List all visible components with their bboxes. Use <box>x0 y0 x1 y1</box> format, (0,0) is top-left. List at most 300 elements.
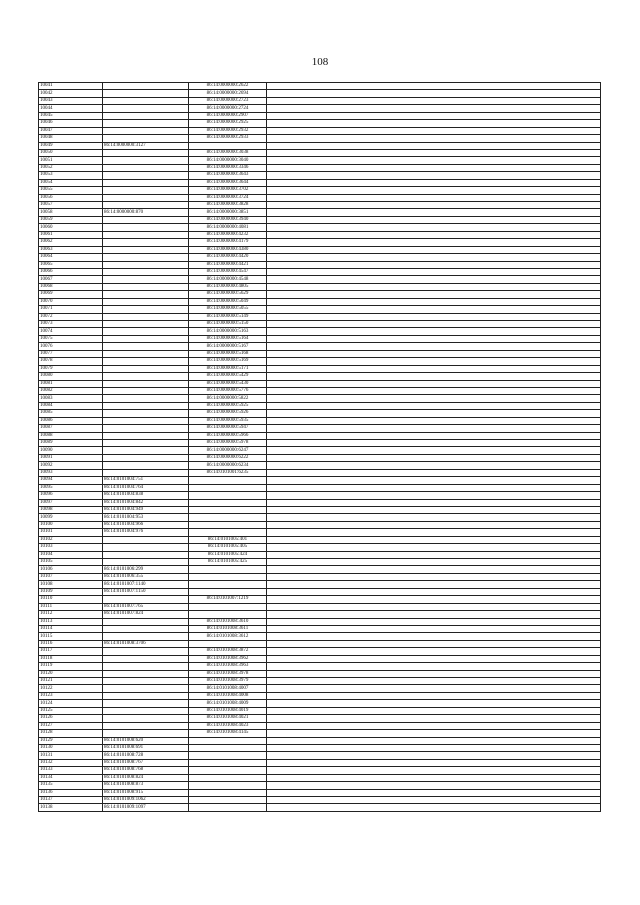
table-row <box>39 373 601 380</box>
address-cell <box>267 484 601 491</box>
address-cell <box>267 83 601 90</box>
address-cell <box>267 752 601 759</box>
cadastral-number-a-cell: 86:14:0101008:767 <box>103 759 189 766</box>
row-number-cell: 10095 <box>39 484 103 491</box>
table-row <box>39 744 601 751</box>
row-number-cell: 10051 <box>39 157 103 164</box>
address-cell <box>267 692 601 699</box>
cadastral-number-a-cell <box>103 692 189 699</box>
row-number-cell: 10082 <box>39 387 103 394</box>
cadastral-number-a-cell <box>103 187 189 194</box>
row-number-cell: 10046 <box>39 120 103 127</box>
table-row <box>39 83 601 90</box>
cadastral-number-a-cell: 86:14:0101007:824 <box>103 611 189 618</box>
cadastral-number-a-cell: 86:14:0101007:765 <box>103 603 189 610</box>
cadastral-number-a-cell <box>103 536 189 543</box>
address-cell <box>267 678 601 685</box>
cadastral-number-b-cell: 86:14:0101008:4008 <box>189 692 267 699</box>
table-row <box>39 298 601 305</box>
cadastral-number-a-cell <box>103 172 189 179</box>
row-number-cell: 10068 <box>39 283 103 290</box>
address-cell <box>267 529 601 536</box>
table-row <box>39 402 601 409</box>
cadastral-number-a-cell <box>103 373 189 380</box>
cadastral-number-b-cell: 86:14:0000000:4547 <box>189 268 267 275</box>
address-cell <box>267 90 601 97</box>
address-cell <box>267 135 601 142</box>
cadastral-number-a-cell: 86:14:0101004:751 <box>103 477 189 484</box>
row-number-cell: 10105 <box>39 559 103 566</box>
row-number-cell: 10101 <box>39 529 103 536</box>
table-row <box>39 142 601 149</box>
row-number-cell: 10132 <box>39 759 103 766</box>
table-row <box>39 730 601 737</box>
cadastral-number-a-cell <box>103 246 189 253</box>
table-row <box>39 127 601 134</box>
row-number-cell: 10058 <box>39 209 103 216</box>
cadastral-number-a-cell: 86:14:0101008:915 <box>103 789 189 796</box>
row-number-cell: 10070 <box>39 298 103 305</box>
row-number-cell: 10044 <box>39 105 103 112</box>
address-cell <box>267 298 601 305</box>
cadastral-number-a-cell <box>103 105 189 112</box>
cadastral-number-a-cell <box>103 291 189 298</box>
address-cell <box>267 120 601 127</box>
cadastral-number-b-cell <box>189 581 267 588</box>
row-number-cell: 10047 <box>39 127 103 134</box>
address-cell <box>267 276 601 283</box>
row-number-cell: 10129 <box>39 737 103 744</box>
row-number-cell: 10097 <box>39 499 103 506</box>
table-row <box>39 231 601 238</box>
table-row <box>39 804 601 811</box>
cadastral-number-a-cell <box>103 120 189 127</box>
cadastral-number-b-cell: 86:14:0000000:3644 <box>189 179 267 186</box>
row-number-cell: 10094 <box>39 477 103 484</box>
table-row <box>39 566 601 573</box>
table-row <box>39 179 601 186</box>
cadastral-number-b-cell: 86:14:0000000:4421 <box>189 261 267 268</box>
table-row <box>39 670 601 677</box>
cadastral-number-a-cell <box>103 149 189 156</box>
cadastral-number-a-cell: 86:14:0101008:768 <box>103 767 189 774</box>
cadastral-number-a-cell <box>103 358 189 365</box>
address-cell <box>267 588 601 595</box>
address-cell <box>267 187 601 194</box>
table-row <box>39 722 601 729</box>
cadastral-number-b-cell: 86:14:0000000:5978 <box>189 440 267 447</box>
cadastral-number-a-cell <box>103 343 189 350</box>
address-cell <box>267 112 601 119</box>
table-row <box>39 611 601 618</box>
cadastral-number-b-cell: 86:14:0000000:5822 <box>189 395 267 402</box>
cadastral-number-b-cell: 86:14:0101008:4007 <box>189 685 267 692</box>
address-cell <box>267 759 601 766</box>
cadastral-number-a-cell: 86:14:0101006:299 <box>103 566 189 573</box>
address-cell <box>267 283 601 290</box>
address-cell <box>267 239 601 246</box>
address-cell <box>267 432 601 439</box>
cadastral-number-b-cell: 86:14:0000000:5149 <box>189 313 267 320</box>
table-row <box>39 492 601 499</box>
address-cell <box>267 648 601 655</box>
cadastral-number-a-cell <box>103 425 189 432</box>
table-row <box>39 581 601 588</box>
cadastral-number-b-cell <box>189 804 267 811</box>
cadastral-number-a-cell <box>103 179 189 186</box>
register-table <box>38 82 601 812</box>
row-number-cell: 10067 <box>39 276 103 283</box>
cadastral-number-a-cell <box>103 254 189 261</box>
table-row <box>39 499 601 506</box>
address-cell <box>267 254 601 261</box>
cadastral-number-b-cell: 86:14:0000000:2932 <box>189 127 267 134</box>
cadastral-number-a-cell: 86:14:0000000:870 <box>103 209 189 216</box>
cadastral-number-b-cell: 86:14:0101005:405 <box>189 544 267 551</box>
cadastral-number-b-cell <box>189 744 267 751</box>
cadastral-number-b-cell <box>189 521 267 528</box>
cadastral-number-a-cell <box>103 715 189 722</box>
row-number-cell: 10060 <box>39 224 103 231</box>
cadastral-number-a-cell <box>103 730 189 737</box>
table-row <box>39 216 601 223</box>
cadastral-number-a-cell <box>103 321 189 328</box>
table-row <box>39 789 601 796</box>
table-row <box>39 715 601 722</box>
cadastral-number-a-cell <box>103 685 189 692</box>
cadastral-number-a-cell <box>103 440 189 447</box>
row-number-cell: 10077 <box>39 350 103 357</box>
cadastral-number-a-cell <box>103 633 189 640</box>
cadastral-number-b-cell: 86:14:0000000:3702 <box>189 187 267 194</box>
address-cell <box>267 737 601 744</box>
row-number-cell: 10086 <box>39 417 103 424</box>
address-cell <box>267 142 601 149</box>
cadastral-number-a-cell <box>103 239 189 246</box>
cadastral-number-a-cell <box>103 417 189 424</box>
address-cell <box>267 521 601 528</box>
row-number-cell: 10057 <box>39 202 103 209</box>
address-cell <box>267 462 601 469</box>
cadastral-number-b-cell <box>189 566 267 573</box>
address-cell <box>267 707 601 714</box>
row-number-cell: 10061 <box>39 231 103 238</box>
table-row <box>39 172 601 179</box>
cadastral-number-b-cell: 86:14:0000000:5947 <box>189 425 267 432</box>
address-cell <box>267 224 601 231</box>
address-cell <box>267 559 601 566</box>
row-number-cell: 10130 <box>39 744 103 751</box>
address-cell <box>267 625 601 632</box>
table-row <box>39 328 601 335</box>
address-cell <box>267 685 601 692</box>
table-row <box>39 462 601 469</box>
cadastral-number-b-cell: 86:14:0101008:3872 <box>189 648 267 655</box>
row-number-cell: 10096 <box>39 492 103 499</box>
cadastral-number-b-cell: 86:14:0101008:3611 <box>189 625 267 632</box>
table-row <box>39 655 601 662</box>
row-number-cell: 10049 <box>39 142 103 149</box>
row-number-cell: 10071 <box>39 306 103 313</box>
cadastral-number-b-cell <box>189 797 267 804</box>
table-row <box>39 90 601 97</box>
row-number-cell: 10089 <box>39 440 103 447</box>
table-row <box>39 469 601 476</box>
row-number-cell: 10081 <box>39 380 103 387</box>
cadastral-number-a-cell <box>103 678 189 685</box>
cadastral-number-b-cell <box>189 640 267 647</box>
cadastral-number-a-cell <box>103 335 189 342</box>
cadastral-number-a-cell <box>103 224 189 231</box>
row-number-cell: 10091 <box>39 454 103 461</box>
address-cell <box>267 402 601 409</box>
cadastral-number-a-cell: 86:14:0101009:1097 <box>103 804 189 811</box>
address-cell <box>267 514 601 521</box>
table-row <box>39 261 601 268</box>
cadastral-number-b-cell: 86:14:0000000:5164 <box>189 335 267 342</box>
address-cell <box>267 395 601 402</box>
table-row <box>39 588 601 595</box>
row-number-cell: 10050 <box>39 149 103 156</box>
address-cell <box>267 350 601 357</box>
table-row <box>39 350 601 357</box>
table-row <box>39 678 601 685</box>
address-cell <box>267 715 601 722</box>
cadastral-number-a-cell: 86:14:0101004:838 <box>103 492 189 499</box>
cadastral-number-a-cell <box>103 648 189 655</box>
address-cell <box>267 335 601 342</box>
address-cell <box>267 640 601 647</box>
cadastral-number-a-cell <box>103 387 189 394</box>
address-cell <box>267 179 601 186</box>
row-number-cell: 10103 <box>39 544 103 551</box>
table-row <box>39 380 601 387</box>
cadastral-number-b-cell: 86:14:0000000:5935 <box>189 417 267 424</box>
cadastral-number-a-cell <box>103 112 189 119</box>
row-number-cell: 10110 <box>39 596 103 603</box>
row-number-cell: 10112 <box>39 611 103 618</box>
cadastral-number-b-cell <box>189 492 267 499</box>
address-cell <box>267 328 601 335</box>
cadastral-number-b-cell: 86:14:0000000:6247 <box>189 447 267 454</box>
row-number-cell: 10137 <box>39 797 103 804</box>
row-number-cell: 10075 <box>39 335 103 342</box>
cadastral-number-a-cell <box>103 544 189 551</box>
address-cell <box>267 231 601 238</box>
address-cell <box>267 313 601 320</box>
table-row <box>39 97 601 104</box>
row-number-cell: 10127 <box>39 722 103 729</box>
address-cell <box>267 164 601 171</box>
row-number-cell: 10072 <box>39 313 103 320</box>
table-row <box>39 440 601 447</box>
table-row <box>39 737 601 744</box>
cadastral-number-a-cell: 86:14:0101007:1150 <box>103 588 189 595</box>
cadastral-number-a-cell <box>103 365 189 372</box>
table-row <box>39 544 601 551</box>
address-cell <box>267 447 601 454</box>
cadastral-number-b-cell <box>189 752 267 759</box>
cadastral-number-a-cell <box>103 700 189 707</box>
cadastral-number-b-cell: 86:14:0000000:2933 <box>189 135 267 142</box>
register-table-body <box>39 83 601 812</box>
cadastral-number-a-cell: 86:14:0101008:691 <box>103 744 189 751</box>
table-row <box>39 254 601 261</box>
cadastral-number-b-cell: 86:14:0101008:4145 <box>189 730 267 737</box>
table-row <box>39 432 601 439</box>
table-row <box>39 640 601 647</box>
cadastral-number-a-cell: 86:14:0101004:953 <box>103 514 189 521</box>
cadastral-number-b-cell: 86:14:0000000:5966 <box>189 432 267 439</box>
cadastral-number-b-cell <box>189 782 267 789</box>
row-number-cell: 10124 <box>39 700 103 707</box>
cadastral-number-a-cell <box>103 596 189 603</box>
cadastral-number-b-cell: 86:14:0000000:4179 <box>189 239 267 246</box>
table-row <box>39 625 601 632</box>
cadastral-number-b-cell <box>189 514 267 521</box>
cadastral-number-b-cell: 86:14:0000000:3346 <box>189 164 267 171</box>
cadastral-number-a-cell <box>103 313 189 320</box>
cadastral-number-a-cell <box>103 663 189 670</box>
row-number-cell: 10076 <box>39 343 103 350</box>
row-number-cell: 10109 <box>39 588 103 595</box>
row-number-cell: 10087 <box>39 425 103 432</box>
row-number-cell: 10056 <box>39 194 103 201</box>
cadastral-number-a-cell <box>103 194 189 201</box>
cadastral-number-b-cell <box>189 573 267 580</box>
table-row <box>39 112 601 119</box>
row-number-cell: 10080 <box>39 373 103 380</box>
cadastral-number-b-cell <box>189 484 267 491</box>
table-row <box>39 306 601 313</box>
table-row <box>39 559 601 566</box>
cadastral-number-a-cell <box>103 559 189 566</box>
table-row <box>39 387 601 394</box>
row-number-cell: 10084 <box>39 402 103 409</box>
cadastral-number-b-cell: 86:14:0000000:5430 <box>189 380 267 387</box>
cadastral-number-b-cell: 86:14:0000000:3851 <box>189 209 267 216</box>
cadastral-number-b-cell: 86:14:0101007:1219 <box>189 596 267 603</box>
cadastral-number-a-cell: 86:14:0101008:728 <box>103 752 189 759</box>
address-cell <box>267 209 601 216</box>
table-row <box>39 187 601 194</box>
cadastral-number-a-cell <box>103 127 189 134</box>
cadastral-number-a-cell <box>103 402 189 409</box>
address-cell <box>267 291 601 298</box>
cadastral-number-a-cell <box>103 164 189 171</box>
cadastral-number-b-cell: 86:14:0101001:6235 <box>189 469 267 476</box>
address-cell <box>267 596 601 603</box>
cadastral-number-a-cell <box>103 268 189 275</box>
cadastral-number-a-cell <box>103 722 189 729</box>
address-cell <box>267 454 601 461</box>
address-cell <box>267 194 601 201</box>
cadastral-number-b-cell: 86:14:0000000:6222 <box>189 454 267 461</box>
row-number-cell: 10106 <box>39 566 103 573</box>
row-number-cell: 10116 <box>39 640 103 647</box>
cadastral-number-b-cell: 86:14:0000000:3040 <box>189 157 267 164</box>
table-row <box>39 707 601 714</box>
table-row <box>39 633 601 640</box>
row-number-cell: 10121 <box>39 678 103 685</box>
row-number-cell: 10065 <box>39 261 103 268</box>
cadastral-number-b-cell <box>189 759 267 766</box>
page-number: 108 <box>311 56 329 68</box>
table-row <box>39 663 601 670</box>
cadastral-number-a-cell <box>103 670 189 677</box>
address-cell <box>267 105 601 112</box>
table-row <box>39 291 601 298</box>
address-cell <box>267 97 601 104</box>
table-row <box>39 596 601 603</box>
address-cell <box>267 544 601 551</box>
table-row <box>39 618 601 625</box>
cadastral-number-b-cell <box>189 737 267 744</box>
cadastral-number-b-cell: 86:14:0000000:5171 <box>189 365 267 372</box>
cadastral-number-b-cell <box>189 529 267 536</box>
row-number-cell: 10066 <box>39 268 103 275</box>
cadastral-number-a-cell <box>103 625 189 632</box>
table-row <box>39 551 601 558</box>
cadastral-number-b-cell: 86:14:0101008:4009 <box>189 700 267 707</box>
row-number-cell: 10045 <box>39 112 103 119</box>
cadastral-number-b-cell: 86:14:0101008:3612 <box>189 633 267 640</box>
cadastral-number-b-cell: 86:14:0000000:5776 <box>189 387 267 394</box>
cadastral-number-b-cell: 86:14:0000000:5925 <box>189 402 267 409</box>
cadastral-number-b-cell: 86:14:0101008:4023 <box>189 722 267 729</box>
cadastral-number-a-cell <box>103 618 189 625</box>
cadastral-number-b-cell: 86:14:0000000:2925 <box>189 120 267 127</box>
table-row <box>39 484 601 491</box>
cadastral-number-b-cell: 86:14:0000000:5167 <box>189 343 267 350</box>
address-cell <box>267 566 601 573</box>
table-row <box>39 447 601 454</box>
cadastral-number-a-cell: 86:14:0101004:976 <box>103 529 189 536</box>
table-row <box>39 149 601 156</box>
cadastral-number-b-cell: 86:14:0000000:5429 <box>189 373 267 380</box>
table-row <box>39 506 601 513</box>
address-cell <box>267 157 601 164</box>
cadastral-number-b-cell: 86:14:0101005:424 <box>189 551 267 558</box>
table-row <box>39 759 601 766</box>
row-number-cell: 10123 <box>39 692 103 699</box>
cadastral-number-a-cell <box>103 380 189 387</box>
table-row <box>39 521 601 528</box>
row-number-cell: 10073 <box>39 321 103 328</box>
table-row <box>39 700 601 707</box>
cadastral-number-a-cell: 86:14:0101008:824 <box>103 774 189 781</box>
cadastral-number-b-cell: 86:14:0000000:4420 <box>189 254 267 261</box>
row-number-cell: 10064 <box>39 254 103 261</box>
row-number-cell: 10128 <box>39 730 103 737</box>
cadastral-number-a-cell <box>103 216 189 223</box>
row-number-cell: 10088 <box>39 432 103 439</box>
cadastral-number-a-cell <box>103 83 189 90</box>
row-number-cell: 10133 <box>39 767 103 774</box>
address-cell <box>267 573 601 580</box>
table-row <box>39 410 601 417</box>
cadastral-number-b-cell: 86:14:0000000:3828 <box>189 202 267 209</box>
row-number-cell: 10055 <box>39 187 103 194</box>
row-number-cell: 10111 <box>39 603 103 610</box>
table-row <box>39 224 601 231</box>
address-cell <box>267 425 601 432</box>
table-row <box>39 365 601 372</box>
cadastral-number-b-cell <box>189 506 267 513</box>
table-row <box>39 268 601 275</box>
cadastral-number-a-cell <box>103 90 189 97</box>
table-row <box>39 395 601 402</box>
